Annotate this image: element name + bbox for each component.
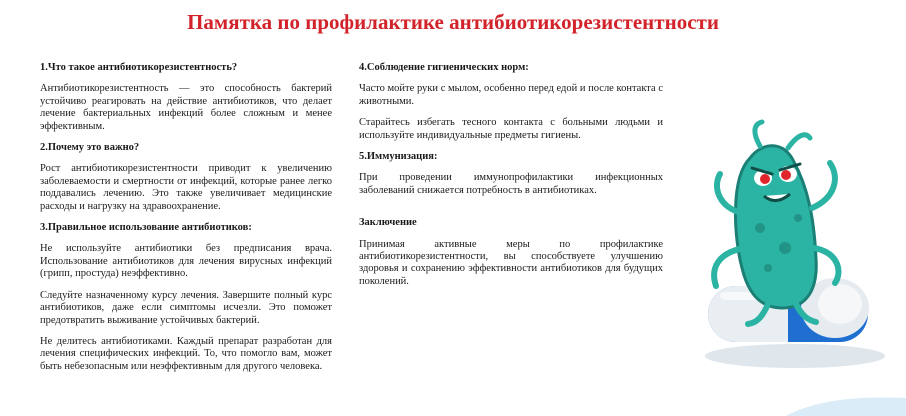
bacteria-on-pill-icon <box>690 118 904 416</box>
section-text-hygiene-1: Часто мойте руки с мылом, особенно перед едой и после контакта с животными. <box>359 83 663 107</box>
section-text-proper-use-2: Следуйте назначенному курсу лечения. Завершите полный курс антибиотиков, даже если симптомы исчезли. Это поможет предотвратить выживание устойчивых бактерий. <box>40 289 332 326</box>
section-text-why-important: Рост антибиотикорезистентности приводит к увеличению заболеваемости и смертности от инфекций, которые ранее легко поддавались лечению. Это также увеличивает медицинские расходы и нагрузку на здравоохранение. <box>40 163 332 212</box>
section-heading-why-important: 2.Почему это важно? <box>40 142 140 154</box>
section-text-conclusion: Принимая активные меры по профилактике антибиотикорезистентности, вы способствуете улучшению здоровья и сохранению эффективности антибиотиков для будущих поколений. <box>359 238 663 287</box>
section-text-immunization: При проведении иммунопрофилактики инфекционных заболеваний снижается потребность в антибиотиках. <box>359 172 663 196</box>
section-heading-what-is: 1.Что такое антибиотикорезистентность? <box>40 62 238 73</box>
section-heading-immunization: 5.Иммунизация: <box>359 151 438 163</box>
left-column <box>40 62 332 382</box>
section-text-proper-use-1: Не используйте антибиотики без предписания врача. Использование антибиотиков для лечения вирусных инфекций (грипп, простуда) неэффективно. <box>40 243 332 280</box>
section-text-hygiene-2: Старайтесь избегать тесного контакта с больными людьми и используйте индивидуальные предметы гигиены. <box>359 117 663 141</box>
section-heading-conclusion: Заключение <box>359 217 417 229</box>
decorative-wave <box>786 392 906 416</box>
right-column <box>359 62 663 297</box>
section-text-proper-use-3: Не делитесь антибиотиками. Каждый препарат разработан для лечения специфических инфекций. То, что помогло вам, может быть небезопасным или неэффективным для другого человека. <box>40 335 332 372</box>
page-title: Памятка по профилактике антибиотикорезистентности <box>187 10 719 34</box>
section-heading-proper-use: 3.Правильное использование антибиотиков: <box>40 222 252 234</box>
section-text-what-is: Антибиотикорезистентность — это способность бактерий устойчиво реагировать на действие антибиотиков, что делает лечение бактериальных инфекций более сложным и менее эффективным. <box>40 83 332 132</box>
section-heading-hygiene: 4.Соблюдение гигиенических норм: <box>359 62 529 73</box>
